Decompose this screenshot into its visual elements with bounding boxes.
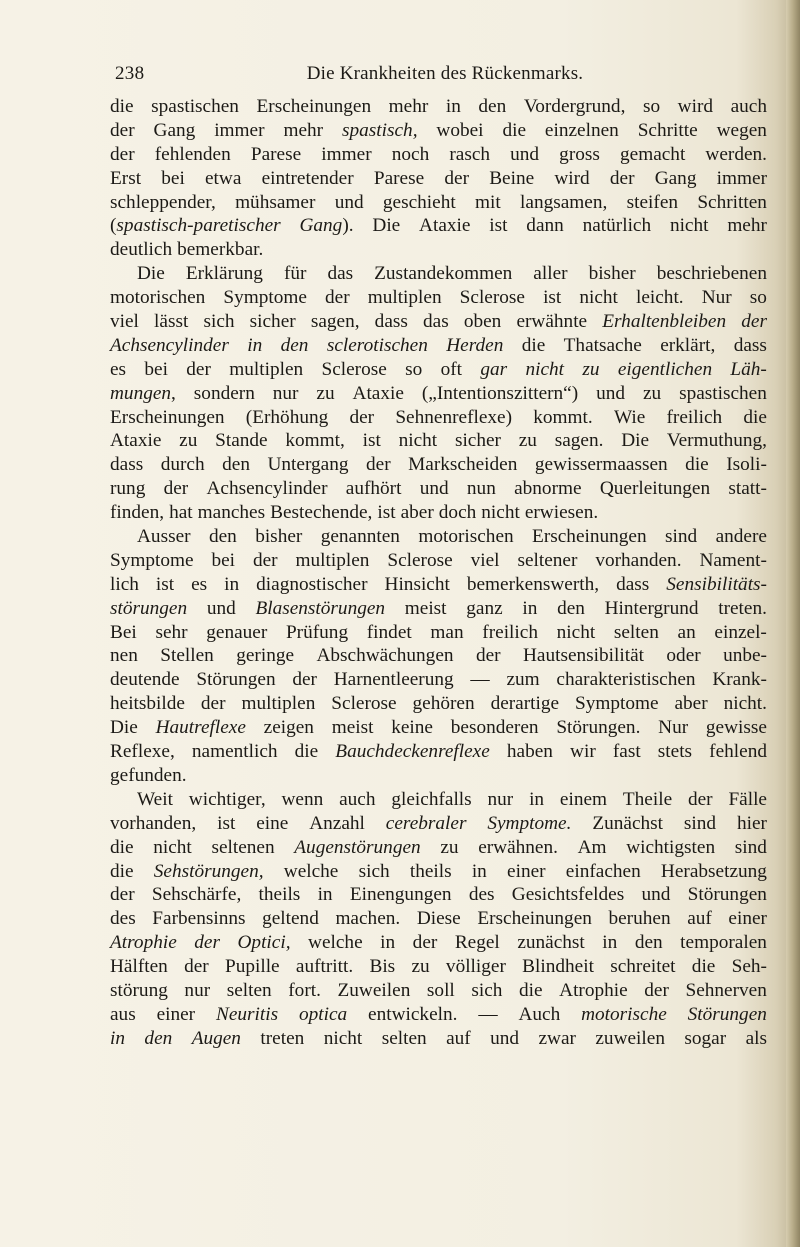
text-line: des Farbensinns geltend machen. Diese Erscheinungen beruhen auf einer — [110, 908, 767, 930]
text-line: störung nur selten fort. Zuweilen soll sich die Atrophie der Sehnerven — [110, 979, 767, 1001]
text-line: Erscheinungen (Erhöhung der Sehnenreflexe) kommt. Wie freilich die — [110, 406, 767, 428]
text-line: nen Stellen geringe Abschwächungen der Hautsensibilität oder unbe- — [110, 645, 767, 667]
text-line: es bei der multiplen Sclerose so oft gar nicht zu eigentlichen Läh- — [110, 358, 767, 380]
text-line: schleppender, mühsamer und geschieht mit langsamen, steifen Schritten — [110, 191, 767, 213]
text-line: Hälften der Pupille auftritt. Bis zu völliger Blindheit schreitet die Seh- — [110, 956, 767, 978]
text-line: der Sehschärfe, theils in Einengungen des Gesichtsfeldes und Störungen — [110, 884, 767, 906]
text-line: Die Hautreflexe zeigen meist keine besonderen Störungen. Nur gewisse — [110, 717, 767, 739]
text-line: mungen, sondern nur zu Ataxie („Intentionszittern“) und zu spastischen — [110, 382, 767, 404]
text-line: der Gang immer mehr spastisch, wobei die einzelnen Schritte wegen — [110, 119, 767, 141]
text-line: Ausser den bisher genannten motorischen Erscheinungen sind andere — [137, 526, 767, 548]
text-line: Reflexe, namentlich die Bauchdeckenreflexe haben wir fast stets fehlend — [110, 741, 767, 763]
page-header — [115, 58, 775, 92]
text-line: lich ist es in diagnostischer Hinsicht bemerkenswerth, dass Sensibilitäts- — [110, 573, 767, 595]
text-line: in den Augen treten nicht selten auf und zwar zuweilen sogar als — [110, 1027, 767, 1049]
page-edge-shadow — [786, 0, 800, 1247]
running-head: Die Krankheiten des Rückenmarks. — [306, 63, 584, 84]
text-line: deutlich bemerkbar. — [110, 239, 264, 261]
text-line: Symptome bei der multiplen Sclerose viel seltener vorhanden. Nament- — [110, 549, 767, 571]
text-line: Erst bei etwa eintretender Parese der Beine wird der Gang immer — [110, 167, 767, 189]
text-line: deutende Störungen der Harnentleerung — zum charakteristischen Krank- — [110, 669, 767, 691]
text-line: Weit wichtiger, wenn auch gleichfalls nur in einem Theile der Fälle — [137, 788, 767, 810]
text-line: heitsbilde der multiplen Sclerose gehören derartige Symptome aber nicht. — [110, 693, 767, 715]
text-line: Bei sehr genauer Prüfung findet man freilich nicht selten an einzel- — [110, 621, 767, 643]
text-line: (spastisch-paretischer Gang). Die Ataxie ist dann natürlich nicht mehr — [110, 215, 767, 237]
body-text — [110, 95, 767, 1051]
text-line: Atrophie der Optici, welche in der Regel zunächst in den temporalen — [110, 932, 767, 954]
text-line: finden, hat manches Bestechende, ist aber doch nicht erwiesen. — [110, 502, 599, 524]
text-line: dass durch den Untergang der Markscheiden gewissermaassen die Isoli- — [110, 454, 767, 476]
page-number: 238 — [115, 63, 145, 84]
text-line: rung der Achsencylinder aufhört und nun abnorme Querleitungen statt- — [110, 478, 767, 500]
text-line: Achsencylinder in den sclerotischen Herden die Thatsache erklärt, dass — [110, 334, 767, 356]
text-line: die spastischen Erscheinungen mehr in den Vordergrund, so wird auch — [110, 96, 767, 117]
text-line: aus einer Neuritis optica entwickeln. — Auch motorische Störungen — [110, 1003, 767, 1025]
text-line: die nicht seltenen Augenstörungen zu erwähnen. Am wichtigsten sind — [110, 836, 767, 858]
text-line: viel lässt sich sicher sagen, dass das oben erwähnte Erhaltenbleiben der — [110, 311, 767, 333]
text-line: gefunden. — [110, 764, 187, 786]
text-line: Ataxie zu Stande kommt, ist nicht sicher zu sagen. Die Vermuthung, — [110, 430, 767, 452]
text-line: Die Erklärung für das Zustandekommen aller bisher beschriebenen — [137, 263, 767, 285]
text-line: motorischen Symptome der multiplen Sclerose ist nicht leicht. Nur so — [110, 287, 767, 309]
text-line: der fehlenden Parese immer noch rasch und gross gemacht werden. — [110, 143, 767, 165]
text-line: vorhanden, ist eine Anzahl cerebraler Symptome. Zunächst sind hier — [110, 812, 767, 834]
text-line: störungen und Blasenstörungen meist ganz in den Hintergrund treten. — [110, 597, 767, 619]
text-line: die Sehstörungen, welche sich theils in einer einfachen Herabsetzung — [110, 860, 767, 882]
